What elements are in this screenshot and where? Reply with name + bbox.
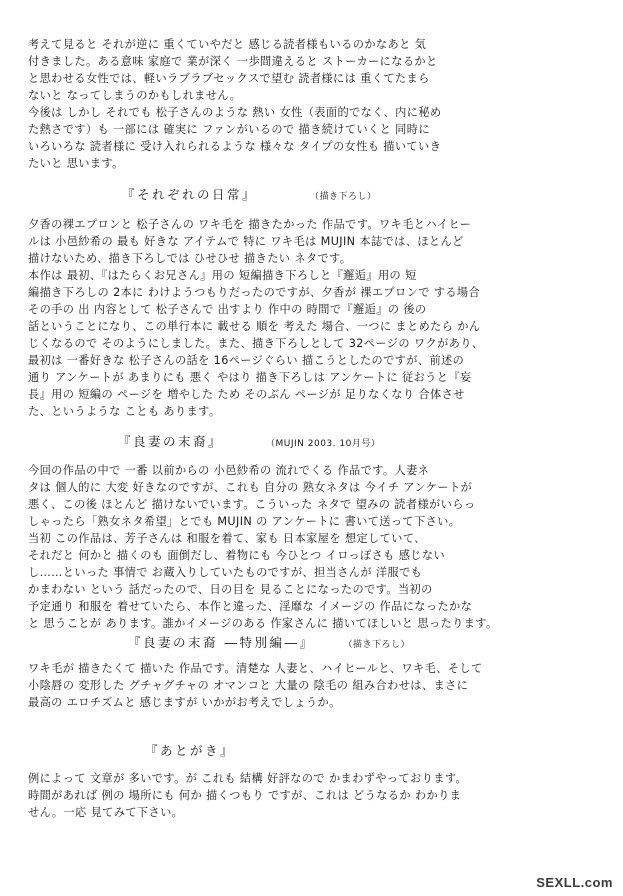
intro-paragraph [28, 36, 600, 172]
text-line: じくなるので そのようにしました。また、描き下ろしとして 32ページの ワクがあり、 [28, 337, 484, 350]
heading-note: （MUJIN 2003. 10月号） [265, 439, 381, 449]
text-line: 最高の エロチズムと 感じますが いかがお考えでしょうか。 [28, 696, 341, 709]
text-line: 話ということになり、この単行本に 載せる 順を 考えた 場合、一つに まとめたら かん [28, 320, 481, 333]
text-line: たいと 思います。 [28, 157, 124, 170]
heading-note: （描き下ろし） [309, 192, 377, 202]
heading-title: 『良妻の末裔 ―特別編―』 [128, 635, 315, 650]
text-line: ルは 小邑紗希の 最も 好きな アイテムで 特に ワキ毛は MUJIN 本誌では、ほとんど [28, 235, 464, 248]
site-watermark: SEXLL.com [536, 875, 613, 890]
section-heading-atogaki [145, 741, 235, 759]
section-paragraph-atogaki [28, 770, 600, 821]
text-line: と思わせる女性では、軽いラブラブセックスで望む 読者様には 重くてたまら [28, 72, 430, 85]
text-line: 時間があれば 例の 場所にも 何か 描くつもり ですが、これは どうなるか わかりま [28, 789, 462, 802]
text-line: 長』用の 短編の ページを 増やした ため そのぶん ページが 足りなくなり 合体させ [28, 388, 465, 401]
section-paragraph-ryousai [28, 462, 600, 632]
text-line: た、というような ことも あります。 [28, 405, 221, 418]
text-line: と 思うことが あります。誰かイメージのある 作家さんに 描いてほしいと 思ったります。 [28, 617, 498, 630]
text-line: 夕香の裸エプロンと 松子さんの ワキ毛を 描きたかった 作品です。ワキ毛とハイヒー [28, 218, 472, 231]
text-line: 今後は しかし それでも 松子さんのような 熱い 女性（表面的でなく、内に秘め [28, 106, 442, 119]
text-line: 描けないため、描き下ろしでは ひせひせ 描きたい ネタです。 [28, 252, 352, 265]
text-line: タは 個人的に 大変 好きなのですが、これも 自分の 熟女ネタは 今イチ アンケートが [28, 481, 473, 494]
text-line: 小陰唇の 変形した グチャグチャの オマンコと 大量の 陰毛の 組み合わせは、まさに [28, 679, 469, 692]
section-heading-sorezore [122, 185, 377, 203]
text-line: 当初 この作品は、芳子さんは 和服を着て、家も 日本家屋を 想定していて、 [28, 532, 426, 545]
text-line: 本作は 最初、『はたらくお兄さん』用の 短編描き下ろしと『邂逅』用の 短 [28, 269, 417, 282]
section-paragraph-tokubetsu [28, 660, 600, 711]
text-line: 悪く、この後 ほとんど 描けないでいます。こういった ネタで 望みの 読者様がいらっ [28, 498, 476, 511]
section-heading-ryousai [118, 432, 380, 450]
text-line: 編描き下ろしの 2本に わけようつもりだったのですが、夕香が 裸エプロンで する場合 [28, 286, 481, 299]
text-line: かまわない という 話だったので、日の目を 見ることになったのです。当初の [28, 583, 433, 596]
text-line: 予定通り 和服を 着せていたら、本作と違った、淫靡な イメージの 作品になったかな [28, 600, 473, 613]
text-line: せん。一応 見てみて下さい。 [28, 806, 184, 819]
heading-title: 『あとがき』 [145, 743, 236, 758]
text-line: それだと 何かと 描くのも 面倒だし、着物にも 今ひとつ イロっぽさも 感じない [28, 549, 446, 562]
text-line: 最初は 一番好きな 松子さんの話を 16ページぐらい 描こうとしたのですが、前述の [28, 354, 465, 367]
section-heading-tokubetsu [128, 633, 410, 651]
text-line: 付きました。ある意味 家庭で 業が深く 一歩間違えると ストーカーになるかと [28, 55, 438, 68]
heading-title: 『それぞれの日常』 [122, 187, 258, 202]
heading-title: 『良妻の末裔』 [118, 434, 224, 449]
text-line: し……といった 事情で お蔵入りしていたものですが、担当さんが 洋服でも [28, 566, 423, 579]
heading-note: （描き下ろし） [343, 640, 410, 650]
text-line: いろいろな 読者様に 受け入れられるような 様々な タイプの女性も 描いていき [28, 140, 442, 153]
text-line: その手の 出 内容として 松子さんで 出すより 作中の 時間で『邂逅』の 後の [28, 303, 427, 316]
text-line: 考えて見ると それが逆に 重くていやだと 感じる読者様もいるのかなあと 気 [28, 38, 427, 51]
text-line: ないと なってしまうのかもしれません。 [28, 89, 242, 102]
text-line: 通り アンケートが あまりにも 悪く やはり 描き下ろしは アンケートに 従おうと『妄 [28, 371, 472, 384]
text-line: 例によって 文章が 多いです。が これも 結構 好評なので かまわずやっております。 [28, 772, 468, 785]
text-line: しゃったら「熟女ネタ希望」とでも MUJIN の アンケートに 書いて送って下さい。 [28, 515, 461, 528]
text-line: た熱さです）も 一部には 確実に ファンがいるので 描き続けていくと 同時に [28, 123, 430, 136]
text-line: ワキ毛が 描きたくて 描いた 作品です。清楚な 人妻と、ハイヒールと、ワキ毛、そして [28, 662, 483, 675]
section-paragraph-sorezore [28, 216, 600, 420]
text-line: 今回の作品の中で 一番 以前からの 小邑紗希の 流れでくる 作品です。人妻ネ [28, 464, 430, 477]
